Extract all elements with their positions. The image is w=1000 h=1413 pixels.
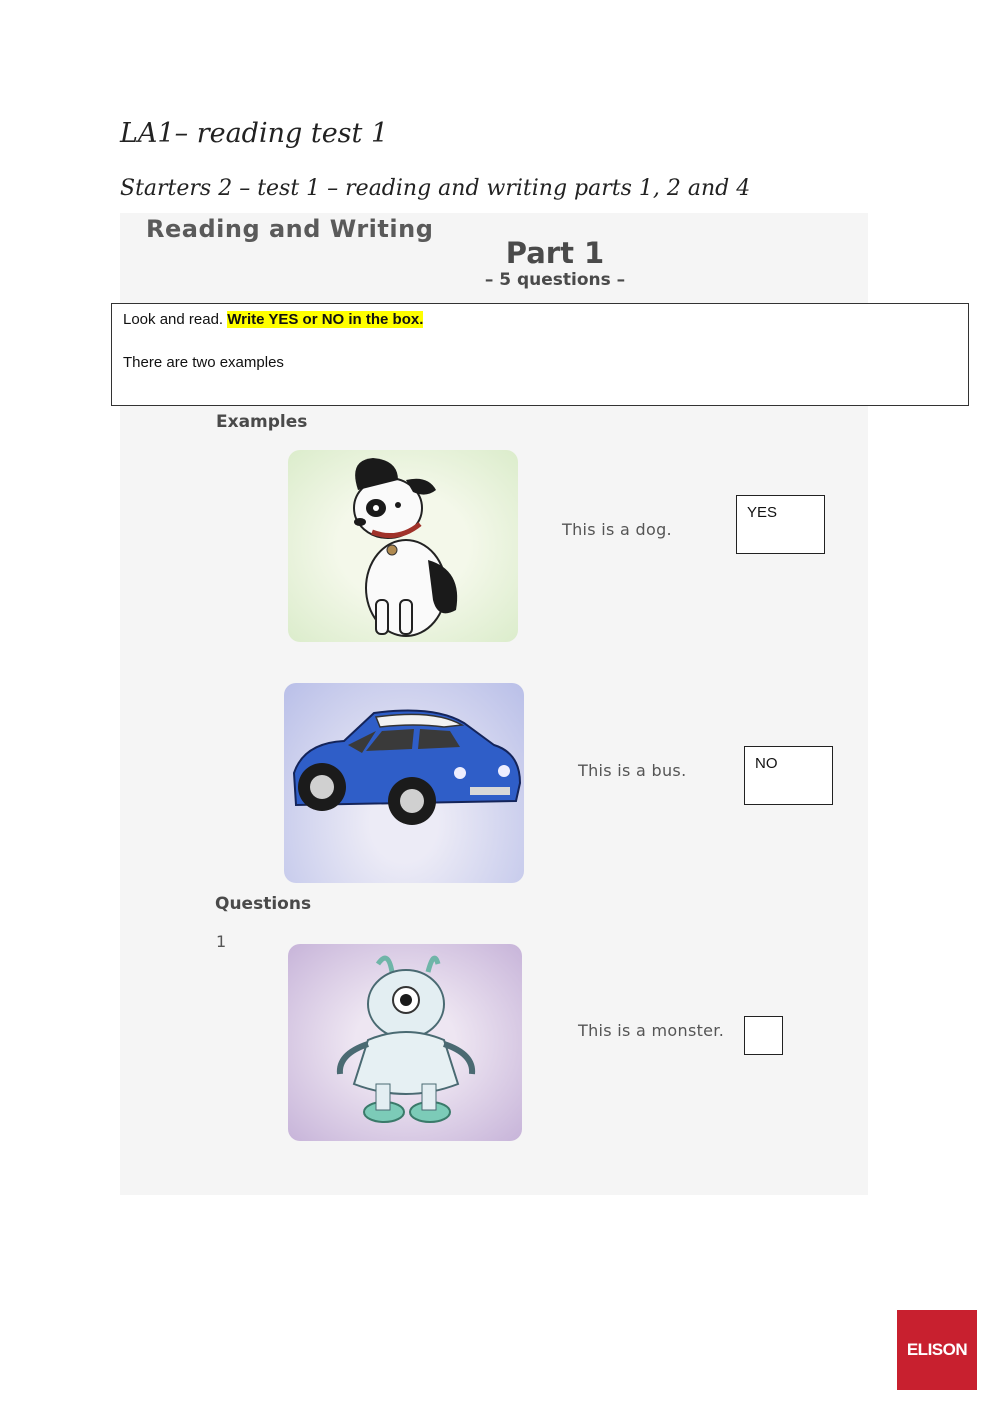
logo-text: ELISON xyxy=(906,1340,968,1359)
answer-box: YES xyxy=(736,495,825,554)
worksheet-subtitle: Starters 2 – test 1 – reading and writing parts 1, 2 and 4 xyxy=(120,176,751,201)
instructions-plain: Look and read. xyxy=(123,311,224,328)
section-heading: Reading and Writing xyxy=(146,215,434,243)
part-subtitle: – 5 questions – xyxy=(484,270,626,290)
examples-label: Examples xyxy=(216,412,308,432)
instructions-highlight: Write YES or NO in the box. xyxy=(227,311,424,328)
part-title: Part 1 xyxy=(505,236,605,270)
answer-input-box[interactable] xyxy=(744,1016,783,1055)
example-sentence: This is a bus. xyxy=(578,761,687,780)
car-illustration xyxy=(284,683,524,883)
worksheet-title: LA1– reading test 1 xyxy=(120,118,389,149)
monster-illustration xyxy=(288,944,522,1141)
answer-box: NO xyxy=(744,746,833,805)
question-sentence: This is a monster. xyxy=(578,1021,725,1040)
example-sentence: This is a dog. xyxy=(562,520,672,539)
question-number: 1 xyxy=(216,932,227,951)
dog-illustration xyxy=(288,450,518,642)
elison-logo xyxy=(897,1310,977,1390)
instructions-note: There are two examples xyxy=(123,354,284,371)
instructions-box xyxy=(111,303,969,406)
questions-label: Questions xyxy=(215,894,312,914)
instructions-line xyxy=(123,311,423,328)
